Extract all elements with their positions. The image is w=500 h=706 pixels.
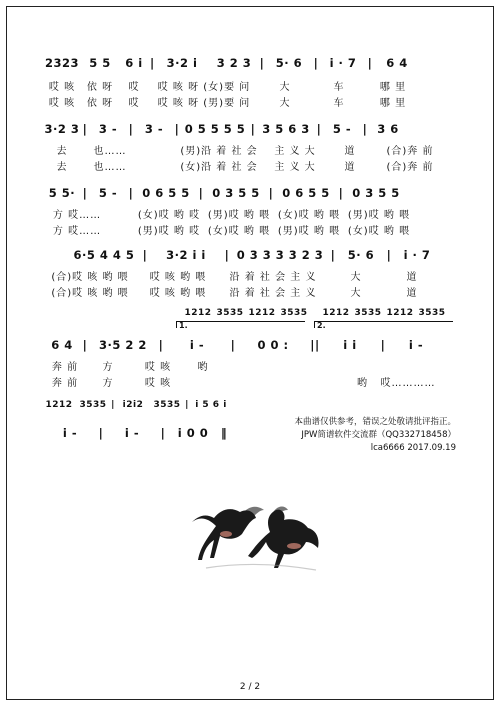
lyric: 道 [344, 146, 356, 157]
note-group: i - [408, 338, 424, 352]
lyric: 方 哎…… [52, 210, 102, 221]
note-group: 6 4 [51, 338, 73, 352]
lyric: 道 [406, 288, 418, 299]
note-group: i - [124, 426, 140, 440]
upper-note: 3535 [280, 308, 308, 318]
lyric: 方 [102, 362, 114, 373]
lyric: (女)哎 哟 喂 [207, 226, 271, 237]
lyric: 也…… [93, 162, 127, 173]
lyric: 主 义 大 [274, 162, 316, 173]
lyric: 哎 咳 [48, 98, 76, 109]
volta-bracket-1 [176, 321, 305, 328]
note-group: 5· 6 [275, 56, 303, 70]
notes-row-1: 2323 5 5 6 i | 3·2 i 3 2 3 | 5· 6 | i · 7 | 6 4 [42, 56, 452, 70]
note-group: 6 4 [386, 56, 408, 70]
lyric: (男)沿 着 社 会 [180, 146, 258, 157]
upper-note: 3535 [79, 400, 107, 410]
note-group: 0 6 5 5 [282, 186, 330, 200]
upper-note: 3535 [418, 308, 446, 318]
note-group: i · 7 [329, 56, 357, 70]
lyric: (女)哎 哟 哎 [137, 210, 201, 221]
volta-bracket-2 [314, 321, 453, 328]
note-group: 3 - [144, 122, 164, 136]
note-group: i i [343, 338, 357, 352]
note-group: 5 - [332, 122, 352, 136]
lyric: (合)哎 咳 哟 喂 [51, 288, 129, 299]
lyric [112, 222, 134, 237]
note-group: 0 3 5 5 [352, 186, 400, 200]
lyric-row-2a [42, 142, 452, 157]
lyric: 哪 里 [379, 82, 407, 93]
lyric-row-5b [42, 374, 452, 389]
lyric-row-5a [42, 358, 452, 373]
lyric: 去 [56, 146, 68, 157]
note-group: 0 5 5 5 5 [184, 122, 246, 136]
lyric: (男)哎 哟 喂 [347, 210, 411, 221]
lyric [338, 358, 448, 373]
page-border [6, 6, 494, 700]
note-group: 2323 [44, 56, 79, 70]
volta-label-2: 2. [317, 321, 326, 330]
lyric [138, 158, 178, 173]
upper-note: 1212 [45, 400, 73, 410]
lyric [112, 206, 134, 221]
footnote-line: lca6666 2017.09.19 [370, 443, 456, 453]
lyric: 哎 咳 哟 喂 [149, 272, 207, 283]
note-group: 5· 6 [347, 248, 375, 262]
lyric-row-3b [42, 222, 452, 237]
footnote-line: JPW简谱软件交流群（QQ332718458） [301, 430, 456, 440]
note-group: 3 5 6 3 [262, 122, 310, 136]
note-group: 0 0 : [257, 338, 289, 352]
lyric-row-4a [42, 268, 452, 283]
lyric: 大 [350, 272, 362, 283]
note-group: 6·5 4 4 5 [73, 248, 135, 262]
notes-row-2: 3·2 3 | 3 - | 3 - | 0 5 5 5 5 | 3 5 6 3 | 5 - | 3 6 [42, 122, 452, 136]
lyric: 车 [333, 98, 345, 109]
note-group: 0 6 5 5 [142, 186, 190, 200]
lyric: (女)沿 着 社 会 [180, 162, 258, 173]
lyric: (男)哎 哟 喂 [277, 226, 341, 237]
note-group: i 0 0 [177, 426, 209, 440]
lyric: 依 呀 [86, 82, 114, 93]
upper-note: 1212 [386, 308, 414, 318]
lyric: (女)哎 哟 喂 [277, 210, 341, 221]
lyric [138, 142, 178, 157]
upper-note: 1212 [322, 308, 350, 318]
lyric: 大 [350, 288, 362, 299]
upper-note: i2i2 [122, 400, 144, 410]
lyric: 哟 [197, 362, 209, 373]
notes-row-4: 6·5 4 4 5 | 3·2 i i | 0 3 3 3 3 2 3 | 5· 6 | i · 7 [66, 248, 452, 262]
page-number: 2 / 2 [239, 682, 261, 692]
lyric: 车 [333, 82, 345, 93]
lyric: 哎 [128, 98, 140, 109]
lyric [218, 358, 338, 373]
lyric: (合)哎 咳 哟 喂 [51, 272, 129, 283]
note-group: i - [62, 426, 78, 440]
note-group: 3 2 3 [216, 56, 252, 70]
lyric: 哎 咳 [144, 378, 172, 389]
upper-row-5 [182, 308, 452, 318]
lyric: 哎 咳 哟 喂 [149, 288, 207, 299]
upper-note: i 5 6 i [195, 400, 227, 410]
note-group: 3·2 i i [166, 248, 206, 262]
lyric: 奔 前 [51, 362, 79, 373]
lyric: 哎 咳 [48, 82, 76, 93]
lyric: 主 义 大 [274, 146, 316, 157]
lyric: 也…… [93, 146, 127, 157]
lyric: 哎 咳 呀 (男)要 问 [157, 98, 251, 109]
note-group: 0 3 5 5 [212, 186, 260, 200]
lyric-row-1a [42, 78, 452, 93]
lyric: 方 [102, 378, 114, 389]
lyric: 大 [279, 98, 291, 109]
lyric: (合)奔 前 [386, 162, 434, 173]
footnote [266, 416, 456, 455]
lyric: 哎 咳 [144, 362, 172, 373]
note-group: 3 6 [377, 122, 399, 136]
note-group: 5 - [98, 186, 118, 200]
note-group: 5 5 [89, 56, 111, 70]
notes-row-3: 5 5· | 5 - | 0 6 5 5 | 0 3 5 5 | 0 6 5 5 | 0 3 5 5 [42, 186, 452, 200]
lyric: 大 [279, 82, 291, 93]
note-group: 3·2 3 [44, 122, 80, 136]
upper-row-6: 1212 3535 | i2i2 3535 | i 5 6 i [42, 400, 232, 410]
lyric: 沿 着 社 会 主 义 [229, 272, 317, 283]
lyric: 依 呀 [86, 98, 114, 109]
notes-row-5: 6 4 | 3·5 2 2 | i - | 0 0 : || i i | i - [42, 338, 452, 352]
note-group: i - [189, 338, 205, 352]
footnote-line: 本曲谱仅供参考，错误之处敬请批评指正。 [294, 417, 456, 427]
lyric-row-1b [42, 94, 452, 109]
upper-note: 1212 [248, 308, 276, 318]
lyric: 沿 着 社 会 主 义 [229, 288, 317, 299]
lyric [188, 374, 218, 389]
lyric-row-2b [42, 158, 452, 173]
lyric: (合)奔 前 [386, 146, 434, 157]
note-group: 3 - [98, 122, 118, 136]
note-group: 5 5· [48, 186, 76, 200]
volta-label-1: 1. [179, 321, 188, 330]
lyric: (男)哎 哟 喂 [207, 210, 271, 221]
lyric: 哎 [128, 82, 140, 93]
note-group: 3·2 i [166, 56, 198, 70]
lyric: (男)哎 哟 哎 [137, 226, 201, 237]
notes-row-6: i - | i - | i 0 0 ‖ [42, 426, 232, 440]
lyric: 哎 咳 呀 (女)要 问 [157, 82, 251, 93]
note-group: 6 i [125, 56, 143, 70]
lyric: 道 [344, 162, 356, 173]
lyric: 去 [56, 162, 68, 173]
upper-note: 3535 [354, 308, 382, 318]
note-group: 0 3 3 3 3 2 3 [236, 248, 324, 262]
lyric: 哎………… [380, 378, 436, 389]
upper-note: 3535 [153, 400, 181, 410]
lyric: 方 哎…… [52, 226, 102, 237]
upper-note: 3535 [216, 308, 244, 318]
lyric-row-4b [42, 284, 452, 299]
horses-ink-painting [186, 488, 326, 576]
note-group: i · 7 [403, 248, 431, 262]
lyric-row-3a [42, 206, 452, 221]
lyric: 奔 前 [51, 378, 79, 389]
lyric: (女)哎 哟 喂 [347, 226, 411, 237]
upper-note: 1212 [184, 308, 212, 318]
note-group: 3·5 2 2 [99, 338, 147, 352]
lyric: 道 [406, 272, 418, 283]
lyric: 哟 [357, 378, 368, 389]
lyric: 哪 里 [379, 98, 407, 109]
